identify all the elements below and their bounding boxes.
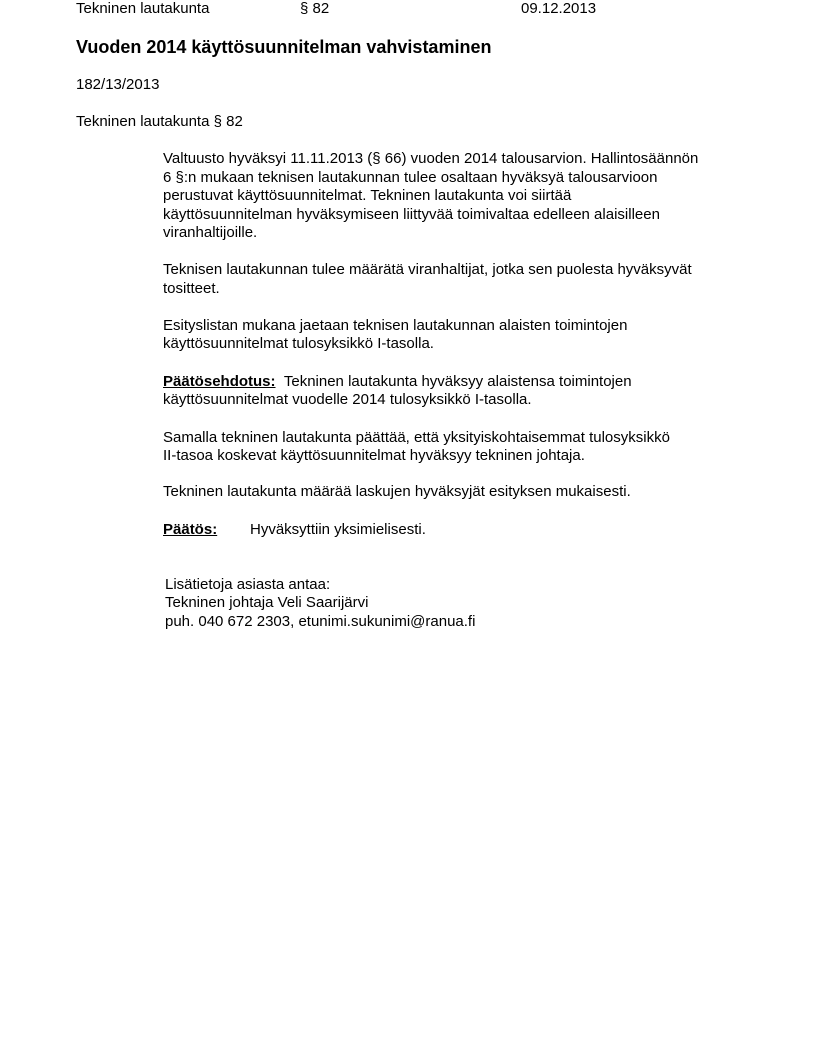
proposal-label: Päätösehdotus: xyxy=(163,373,276,390)
body-line: 6 §:n mukaan teknisen lautakunnan tulee osaltaan hyväksyä talousarvioon xyxy=(163,169,658,186)
body-line: käyttösuunnitelman hyväksymiseen liittyvää toimivaltaa edelleen alaisilleen xyxy=(163,206,660,223)
body-line: Esityslistan mukana jaetaan teknisen lautakunnan alaisten toimintojen xyxy=(163,317,628,334)
body-line: Valtuusto hyväksyi 11.11.2013 (§ 66) vuoden 2014 talousarvion. Hallintosäännön xyxy=(163,150,699,167)
contact-line: Tekninen johtaja Veli Saarijärvi xyxy=(165,594,369,611)
body-line: II-tasoa koskevat käyttösuunnitelmat hyväksyy tekninen johtaja. xyxy=(163,447,585,464)
header-section: § 82 xyxy=(300,0,330,17)
header-date: 09.12.2013 xyxy=(521,0,597,17)
contact-line: Lisätietoja asiasta antaa: xyxy=(165,576,331,593)
body-line: tositteet. xyxy=(163,280,220,297)
header-board: Tekninen lautakunta xyxy=(76,0,210,17)
document-title: Vuoden 2014 käyttösuunnitelman vahvistaminen xyxy=(76,37,492,57)
body-line: Samalla tekninen lautakunta päättää, että yksityiskohtaisemmat tulosyksikkö xyxy=(163,429,670,446)
body-line: Teknisen lautakunnan tulee määrätä viranhaltijat, jotka sen puolesta hyväksyvät xyxy=(163,261,692,278)
body-line: viranhaltijoille. xyxy=(163,224,258,241)
proposal-line xyxy=(163,373,632,391)
decision-label: Päätös: xyxy=(163,521,218,538)
body-line: käyttösuunnitelmat tulosyksikkö I-tasolla. xyxy=(163,335,434,352)
board-section: Tekninen lautakunta § 82 xyxy=(76,113,243,130)
proposal-text: Tekninen lautakunta hyväksyy alaistensa toimintojen xyxy=(283,373,632,390)
proposal-line: käyttösuunnitelmat vuodelle 2014 tulosyksikkö I-tasolla. xyxy=(163,391,532,408)
body-line: Tekninen lautakunta määrää laskujen hyväksyjät esityksen mukaisesti. xyxy=(163,483,631,500)
case-number: 182/13/2013 xyxy=(76,76,160,93)
body-line: perustuvat käyttösuunnitelmat. Tekninen lautakunta voi siirtää xyxy=(163,187,572,204)
decision-text: Hyväksyttiin yksimielisesti. xyxy=(250,521,426,538)
contact-line: puh. 040 672 2303, etunimi.sukunimi@ranua.fi xyxy=(165,613,476,630)
